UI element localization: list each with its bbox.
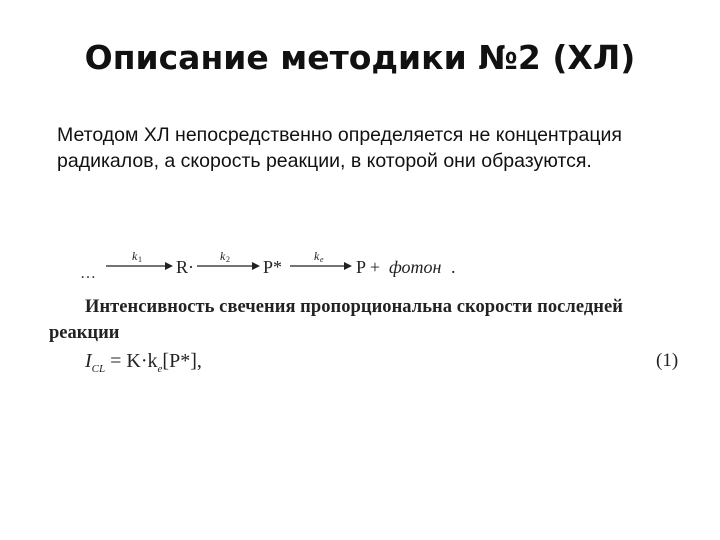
equation-number: (1) bbox=[656, 350, 679, 371]
product-label: P + bbox=[356, 257, 380, 277]
reaction-scheme bbox=[80, 248, 480, 284]
reaction-scheme-svg bbox=[80, 248, 480, 284]
equation-1 bbox=[85, 350, 202, 375]
equation-lhs-sub: CL bbox=[91, 363, 106, 375]
slide-title: Описание методики №2 (ХЛ) bbox=[84, 38, 636, 77]
arrow-2-rate-label: k bbox=[220, 249, 226, 263]
species-radical: R· bbox=[176, 257, 194, 277]
equation-lhs: I bbox=[85, 350, 92, 372]
intensity-line-2: реакции bbox=[49, 323, 120, 343]
intensity-paragraph bbox=[49, 294, 689, 346]
arrow-2-head bbox=[252, 262, 260, 270]
arrow-3-rate-sub: e bbox=[320, 255, 324, 264]
scheme-end: . bbox=[451, 257, 456, 277]
arrow-1-head bbox=[165, 262, 173, 270]
equation-rhs: [P*], bbox=[162, 350, 202, 372]
photon-label: фотон bbox=[389, 257, 442, 277]
scheme-start: … bbox=[80, 265, 96, 282]
species-excited-product: P* bbox=[263, 257, 283, 277]
arrow-1-rate-sub: 1 bbox=[138, 255, 142, 264]
equation-k-sub: e bbox=[157, 363, 163, 375]
arrow-3-rate-label: k bbox=[314, 249, 320, 263]
slide-body-text: Методом ХЛ непосредственно определяется не концентрация радикалов, а скорость реакции, в которой они образуются. bbox=[57, 124, 622, 172]
arrow-1-rate-label: k bbox=[132, 249, 138, 263]
intensity-line-1: Интенсивность свечения пропорциональна скорости последней bbox=[85, 297, 623, 317]
arrow-3-head bbox=[344, 262, 352, 270]
arrow-2-rate-sub: 2 bbox=[226, 255, 230, 264]
equation-equals: = K·k bbox=[110, 350, 158, 372]
